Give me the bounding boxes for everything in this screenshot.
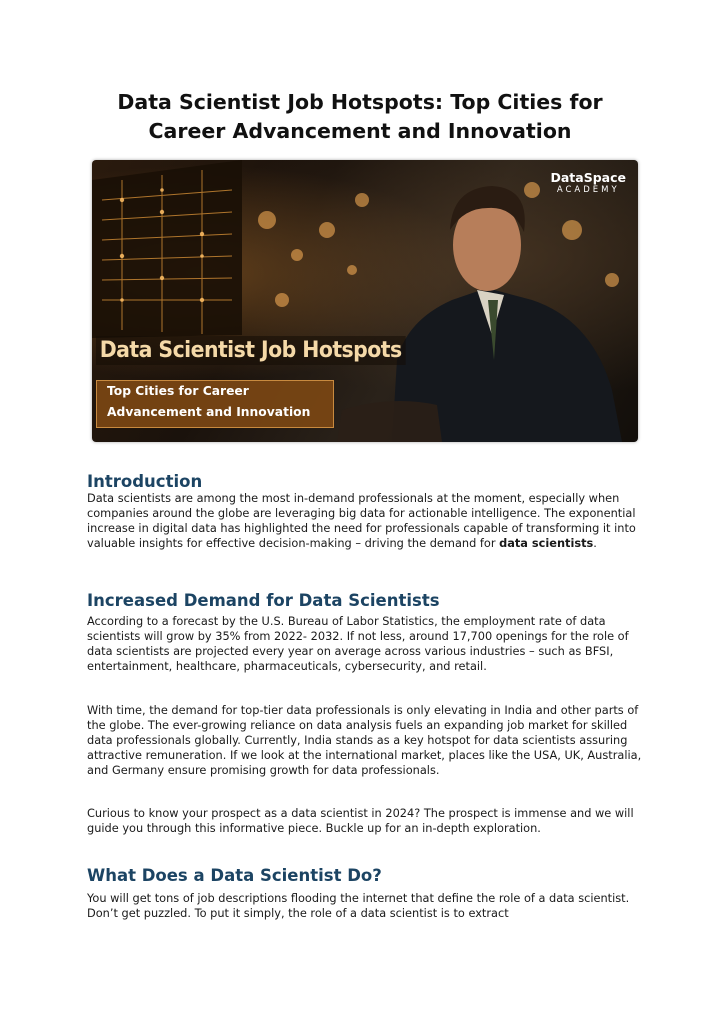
section-heading-introduction: Introduction xyxy=(87,472,203,491)
document-title xyxy=(80,88,640,146)
section-heading-increased-demand: Increased Demand for Data Scientists xyxy=(87,591,440,610)
introduction-paragraph xyxy=(87,491,647,551)
brand-name: DataSpace xyxy=(550,170,626,185)
hero-subtitle-line-1: Top Cities for Career xyxy=(107,384,249,398)
brand-subtitle: ACADEMY xyxy=(556,185,620,195)
document-title-line-2: Career Advancement and Innovation xyxy=(148,119,572,143)
increased-demand-paragraph-3: Curious to know your prospect as a data scientist in 2024? The prospect is immense and we will guide you through this informative piece. Buckle up for an in-depth exploration. xyxy=(87,806,634,835)
increased-demand-paragraph-2: With time, the demand for top-tier data professionals is only elevating in India and other parts of the globe. The ever-growing reliance on data analysis fuels an expanding job market for skilled data professionals globally. Currently, India stands as a key hotspot for data scientists assuring attractive remuneration. If we look at the international market, places like the USA, UK, Australia, and Germany ensure promising growth for data professionals. xyxy=(87,703,642,777)
role-paragraph-1: You will get tons of job descriptions flooding the internet that define the role of a data scientist. Don’t get puzzled. To put it simply, the role of a data scientist is to extract xyxy=(87,891,630,920)
hero-image xyxy=(92,160,638,442)
hero-subtitle-box xyxy=(96,380,334,428)
document-title-line-1: Data Scientist Job Hotspots: Top Cities for xyxy=(117,90,603,114)
brand-logo xyxy=(551,170,627,196)
increased-demand-paragraph-1: According to a forecast by the U.S. Bureau of Labor Statistics, the employment rate of data scientists will grow by 35% from 2022- 2032. If not less, around 17,700 openings for the role of data scientists are projected every year on average across various industries – such as BFSI, entertainment, healthcare, pharmaceuticals, cybersecurity, and retail. xyxy=(87,614,629,673)
introduction-end: . xyxy=(593,536,597,550)
section-heading-what-does-a-data-scientist-do: What Does a Data Scientist Do? xyxy=(87,866,382,885)
hero-subtitle-line-2: Advancement and Innovation xyxy=(107,405,311,419)
hero-title: Data Scientist Job Hotspots xyxy=(96,336,405,365)
introduction-text: Data scientists are among the most in-demand professionals at the moment, especially when companies around the globe are leveraging big data for actionable intelligence. The exponential increase in digital data has highlighted the need for professionals capable of transforming it into valuable insights for effective decision-making – driving the demand for xyxy=(87,491,636,550)
introduction-bold-term: data scientists xyxy=(499,536,594,550)
